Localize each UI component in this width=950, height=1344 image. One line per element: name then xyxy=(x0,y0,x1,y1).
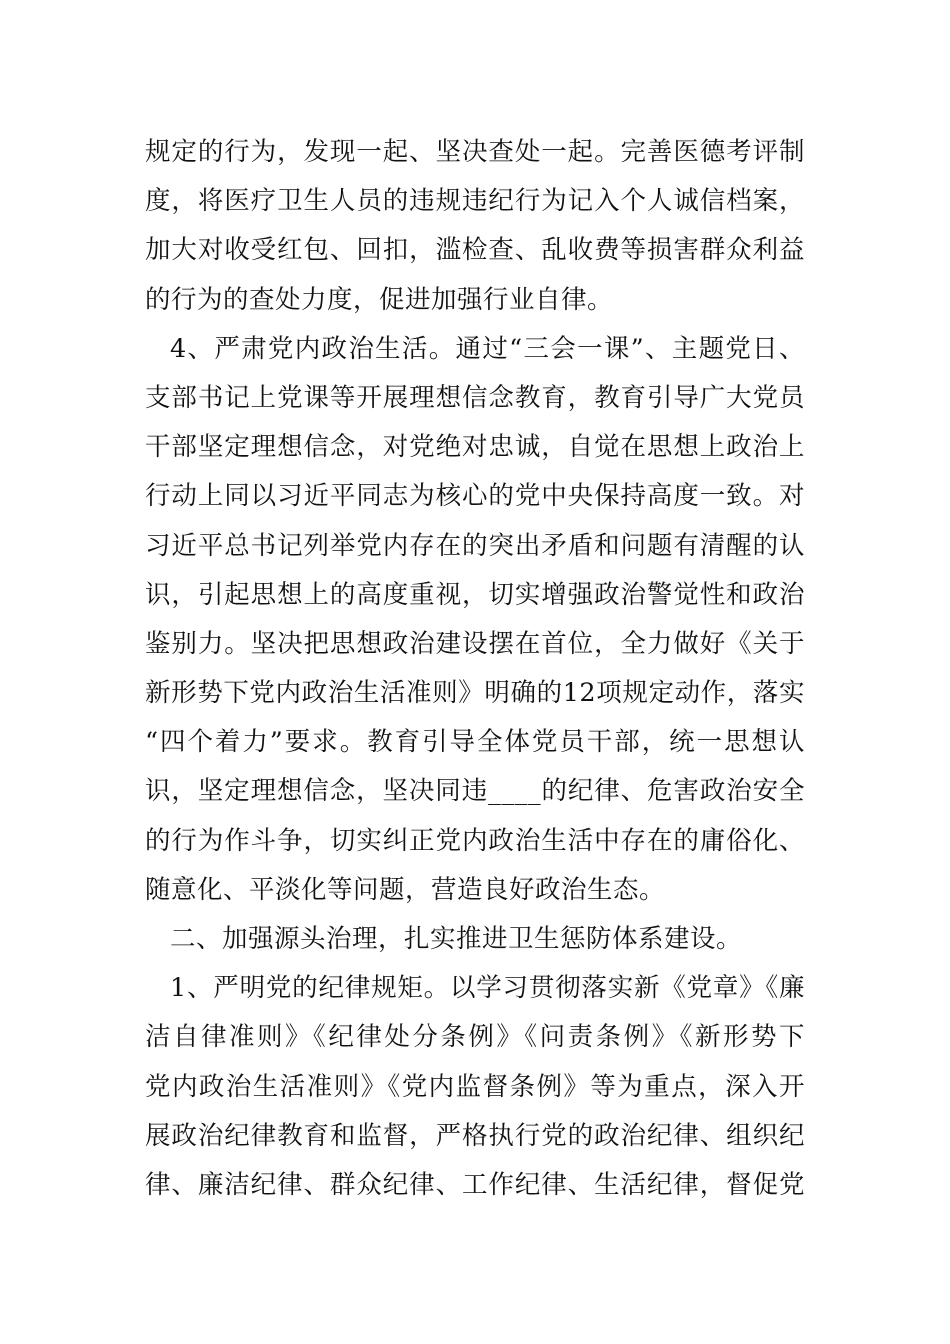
body-text xyxy=(145,128,805,1210)
text-line: 新形势下党内政治生活准则》明确的12项规定动作，落实 xyxy=(145,678,805,709)
text-line: 加大对收受红包、回扣，滥检查、乱收费等损害群众利益 xyxy=(145,235,805,266)
text-line: 党内政治生活准则》《党内监督条例》等为重点，深入开 xyxy=(145,1071,805,1102)
text-line: 支部书记上党课等开展理想信念教育，教育引导广大党员 xyxy=(145,382,805,413)
text-line: 习近平总书记列举党内存在的突出矛盾和问题有清醒的认 xyxy=(145,530,805,561)
text-line: 的行为作斗争，切实纠正党内政治生活中存在的庸俗化、 xyxy=(145,825,805,856)
text-line: 识，引起思想上的高度重视，切实增强政治警觉性和政治 xyxy=(145,579,805,610)
text-line: 洁自律准则》《纪律处分条例》《问责条例》《新形势下 xyxy=(145,1022,805,1053)
text-line: “四个着力”要求。教育引导全体党员干部，统一思想认 xyxy=(145,727,805,758)
text-line: 展政治纪律教育和监督，严格执行党的政治纪律、组织纪 xyxy=(145,1120,805,1151)
text-line: 随意化、平淡化等问题，营造良好政治生态。 xyxy=(145,874,666,905)
text-line: 的行为的查处力度，促进加强行业自律。 xyxy=(145,284,614,315)
text-line: 律、廉洁纪律、群众纪律、工作纪律、生活纪律，督促党 xyxy=(145,1169,805,1200)
section-heading: 二、加强源头治理，扎实推进卫生惩防体系建设。 xyxy=(170,924,743,954)
text-line: 鉴别力。坚决把思想政治建设摆在首位，全力做好《关于 xyxy=(145,628,805,659)
text-line: 干部坚定理想信念，对党绝对忠诚，自觉在思想上政治上 xyxy=(145,432,805,463)
paragraph-start-line: 1、严明党的纪律规矩。以学习贯彻落实新《党章》《廉 xyxy=(170,973,805,1004)
paragraph-start-line: 4、严肃党内政治生活。通过“三会一课”、主题党日、 xyxy=(170,333,805,364)
text-line: 识，坚定理想信念，坚决同违____的纪律、危害政治安全 xyxy=(145,776,805,807)
text-line: 行动上同以习近平同志为核心的党中央保持高度一致。对 xyxy=(145,481,805,512)
text-line: 度，将医疗卫生人员的违规违纪行为记入个人诚信档案， xyxy=(145,186,805,217)
text-line: 规定的行为，发现一起、坚决查处一起。完善医德考评制 xyxy=(145,137,805,167)
